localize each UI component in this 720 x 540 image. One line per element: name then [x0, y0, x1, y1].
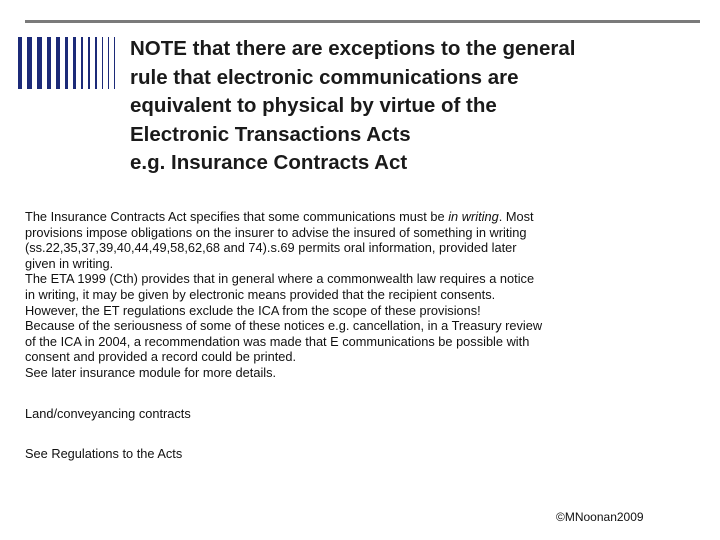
decorative-bars: [18, 37, 148, 89]
title-line: Electronic Transactions Acts: [130, 122, 411, 146]
body-line: Because of the seriousness of some of these notices e.g. cancellation, in a Treasury review: [25, 318, 543, 334]
decor-bar: [108, 37, 109, 89]
body-line: [25, 209, 705, 225]
spacer: [25, 381, 705, 406]
emphasis-text: in writing: [448, 209, 499, 224]
title-line: equivalent to physical by virtue of the: [130, 94, 497, 117]
body-line: See later insurance module for more details.: [25, 364, 277, 380]
top-divider: [25, 20, 700, 23]
body-line: The ETA 1999 (Cth) provides that in general where a commonwealth law requires a notice: [25, 271, 535, 287]
decor-bar: [73, 37, 76, 89]
regulations-line: See Regulations to the Acts: [25, 446, 183, 462]
body-text: The Insurance Contracts Act specifies that some communications must be: [25, 209, 449, 224]
body-line: consent and provided a record could be printed.: [25, 349, 297, 365]
body-line: in writing, it may be given by electronic means provided that the recipient consents.: [25, 286, 496, 302]
body-line: provisions impose obligations on the insurer to advise the insured of something in writing: [25, 224, 527, 240]
body-text: . Most: [498, 209, 534, 224]
decor-bar: [102, 37, 103, 89]
decor-bar: [95, 37, 97, 89]
body-line: (ss.22,35,37,39,40,44,49,58,62,68 and 74).s.69 permits oral information, provided later: [25, 240, 517, 256]
title-line: NOTE that there are exceptions to the general: [130, 37, 576, 60]
slide-body: [25, 209, 705, 462]
body-line: of the ICA in 2004, a recommendation was made that E communications be possible with: [25, 333, 530, 349]
body-line: However, the ET regulations exclude the ICA from the scope of these provisions!: [25, 302, 481, 318]
spacer: [25, 421, 705, 446]
slide-title: [130, 35, 700, 178]
title-line: e.g. Insurance Contracts Act: [130, 151, 408, 174]
decor-bar: [18, 37, 22, 89]
decor-bar: [81, 37, 83, 89]
decor-bar: [56, 37, 60, 89]
title-line: rule that electronic communications are: [130, 65, 519, 89]
decor-bar: [65, 37, 68, 89]
body-line: given in writing.: [25, 255, 114, 271]
land-contracts-line: Land/conveyancing contracts: [25, 405, 191, 421]
decor-bar: [37, 37, 42, 89]
decor-bar: [27, 37, 32, 89]
copyright-footer: ©MNoonan2009: [556, 510, 644, 524]
decor-bar: [114, 37, 115, 89]
decor-bar: [47, 37, 51, 89]
decor-bar: [88, 37, 90, 89]
